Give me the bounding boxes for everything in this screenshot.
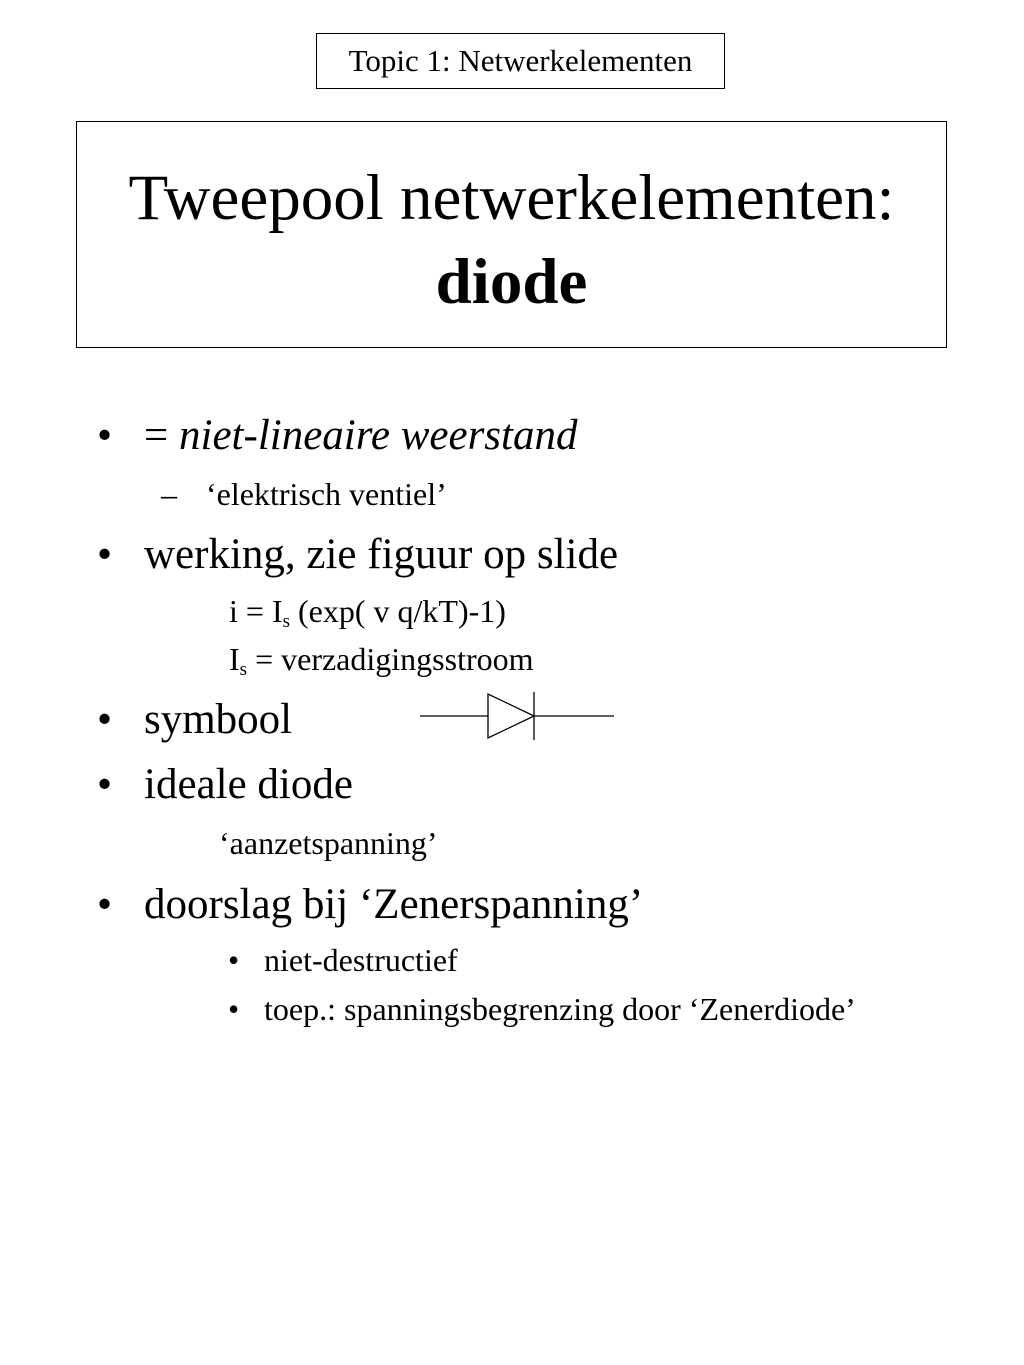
page-title: Tweepool netwerkelementen: [128,162,895,234]
sub-bullet-marker: • [228,942,240,978]
definition-rhs: = verzadigingsstroom [247,641,534,677]
bullet-nonlinear-resistor [144,411,577,461]
definition-subscript: s [239,659,248,680]
topic-label: Topic 1: Netwerkelementen [316,33,725,89]
equals-prefix: = [144,412,180,459]
nonlinear-resistor-text: niet-lineaire weerstand [179,412,578,459]
sub-bullet-marker: – [161,476,177,512]
sub-bullet-electric-valve: ‘elektrisch ventiel’ [206,476,447,512]
diode-equation [229,591,506,631]
page-title-subject: diode [435,246,588,318]
bullet-marker: • [97,412,113,459]
bullet-marker: • [97,531,113,578]
saturation-current-definition [229,639,534,679]
equation-lhs: i = I [229,593,283,629]
bullet-operation: werking, zie figuur op slide [144,531,619,578]
bullet-marker: • [97,696,113,743]
title-box [76,121,947,348]
sub-bullet-marker: • [228,991,240,1027]
sub-bullet-zener-application: toep.: spanningsbegrenzing door ‘Zenerdiode’ [264,991,856,1027]
equation-subscript: s [282,611,290,632]
bullet-zener-breakdown: doorslag bij ‘Zenerspanning’ [144,881,644,928]
diode-symbol-icon [420,690,620,742]
turn-on-voltage-note: ‘aanzetspanning’ [219,825,438,861]
bullet-symbol: symbool [144,696,293,743]
sub-bullet-non-destructive: niet-destructief [264,942,458,978]
definition-lhs: I [229,641,240,677]
bullet-marker: • [97,881,113,928]
equation-rhs: (exp( v q/kT)-1) [290,593,506,629]
bullet-ideal-diode: ideale diode [144,761,353,808]
bullet-marker: • [97,761,113,808]
